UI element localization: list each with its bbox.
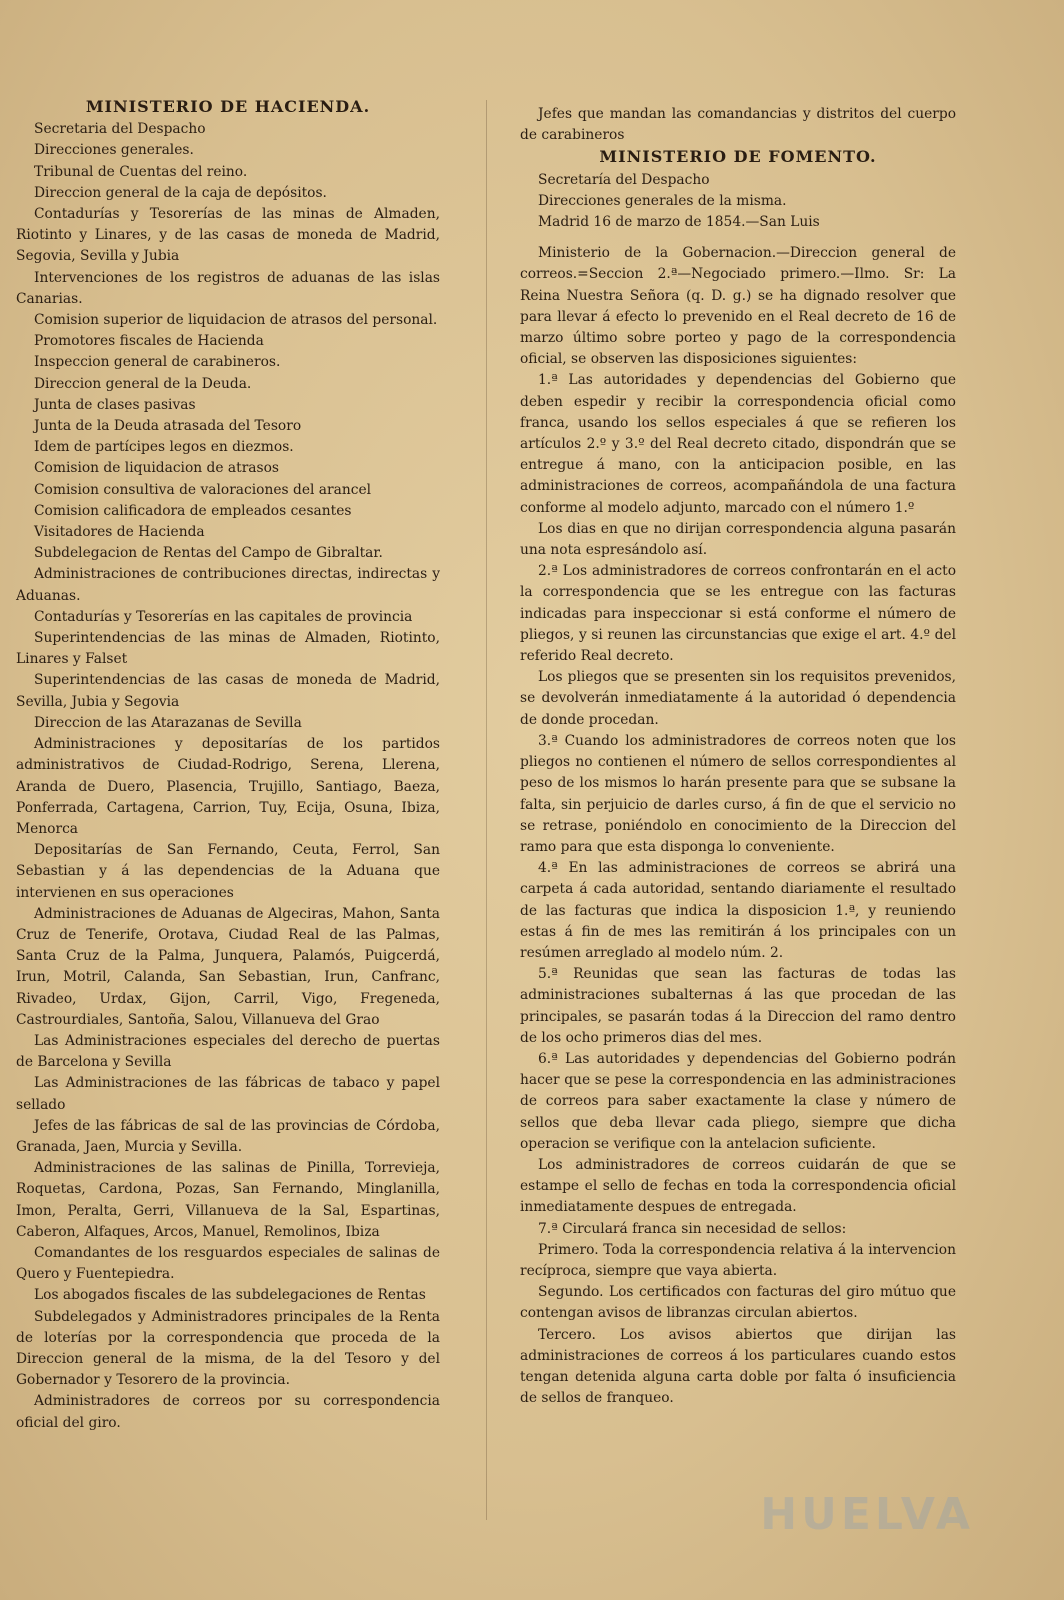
paragraph: Los dias en que no dirijan correspondencia alguna pasarán una nota espresándolo así. — [520, 520, 956, 559]
left-column — [16, 96, 440, 1434]
list-item: Contadurías y Tesorerías en las capitales de provincia — [34, 608, 413, 625]
hacienda-list — [16, 119, 440, 1434]
list-item: Direccion general de la caja de depósitos. — [34, 184, 327, 201]
heading-ministerio-hacienda: MINISTERIO DE HACIENDA. — [85, 97, 371, 116]
list-item: Comision consultiva de valoraciones del arancel — [34, 481, 372, 498]
heading-ministerio-fomento: MINISTERIO DE FOMENTO. — [599, 147, 877, 167]
list-item: Direccion general de la Deuda. — [34, 375, 252, 392]
paragraph: Segundo. Los certificados con facturas del giro mútuo que contengan avisos de libranzas circulan abiertos. — [520, 1284, 956, 1322]
right-column — [520, 104, 956, 1409]
circular-text — [520, 243, 956, 1409]
list-item: Junta de la Deuda atrasada del Tesoro — [34, 418, 302, 435]
paragraph: 1.ª Las autoridades y dependencias del Gobierno que deben espedir y recibir la correspondencia oficial como franca, usando los sellos especiales á que se refieren los artículos 2.º y 3.º del Real decreto citado, dispondrán que se entregue á mano, con la anticipacion posible, en las administraciones de correos, acompañándola de una factura conforme al modelo adjunto, marcado con el número 1.º — [520, 372, 956, 516]
list-item: Visitadores de Hacienda — [34, 524, 205, 541]
paragraph: Ministerio de la Gobernacion.—Direccion general de correos.=Seccion 2.ª—Negociado primero.—Ilmo. Sr: La Reina Nuestra Señora (q. D. g.) se ha dignado resolver que para llevar á efecto lo prevenido en el Real decreto de 16 de marzo último sobre porteo y pago de la correspondencia oficial, se observen las disposiciones siguientes: — [520, 245, 956, 368]
paragraph: 6.ª Las autoridades y dependencias del Gobierno podrán hacer que se pese la correspondencia en las administraciones de correos para saber exactamente la clase y número de sellos que deba llevar cada pliego, siempre que dicha operacion se verifique con la antelacion suficiente. — [520, 1050, 956, 1152]
paragraph: Los administradores de correos cuidarán de que se estampe el sello de fechas en toda la correspondencia oficial inmediatamente despues de entregada. — [520, 1156, 956, 1216]
column-divider — [486, 100, 487, 1520]
list-item: Junta de clases pasivas — [34, 396, 196, 413]
paragraph: 3.ª Cuando los administradores de correos noten que los pliegos no contienen el número de sellos correspondientes al peso de los mismos lo harán presente para que se subsane la falta, sin perjuicio de darles curso, á fin de que el servicio no se retrase, poniéndolo en conocimiento de la Direccion del ramo para que esta disponga lo conveniente. — [520, 732, 956, 855]
list-item: Intervenciones de los registros de aduanas de las islas Canarias. — [16, 269, 440, 307]
list-item: Comision calificadora de empleados cesantes — [34, 502, 352, 519]
list-item: Superintendencias de las minas de Almaden, Riotinto, Linares y Falset — [16, 630, 440, 668]
fomento-item: Secretaría del Despacho — [538, 171, 710, 188]
list-item: Los abogados fiscales de las subdelegaciones de Rentas — [34, 1287, 426, 1304]
list-item: Secretaria del Despacho — [34, 121, 206, 138]
carabineros-item: Jefes que mandan las comandancias y distritos del cuerpo de carabineros — [520, 106, 956, 144]
list-item: Superintendencias de las casas de moneda de Madrid, Sevilla, Jubia y Segovia — [16, 672, 440, 710]
paragraph: Los pliegos que se presenten sin los requisitos prevenidos, se devolverán inmediatamente á la autoridad ó dependencia de donde procedan. — [520, 669, 956, 728]
fomento-item: Direcciones generales de la misma. — [538, 192, 787, 209]
list-item: Tribunal de Cuentas del reino. — [34, 163, 248, 180]
list-item: Subdelegados y Administradores principales de la Renta de loterías por la correspondencia que proceda de la Direccion general de la misma, de la del Tesoro y del Gobernador y Tesorero de la provincia. — [16, 1308, 440, 1389]
list-item: Comision de liquidacion de atrasos — [34, 460, 279, 477]
list-item: Administraciones y depositarías de los partidos administrativos de Ciudad-Rodrigo, Serena, Llerena, Aranda de Duero, Plasencia, Trujillo, Santiago, Baeza, Ponferrada, Cartagena, Carrion, Tuy, Ecija, Osuna, Ibiza, Menorca — [16, 736, 440, 837]
list-item: Depositarías de San Fernando, Ceuta, Ferrol, San Sebastian y á las dependencias de la Aduana que intervienen en sus operaciones — [16, 842, 440, 901]
list-item: Comandantes de los resguardos especiales de salinas de Quero y Fuentepiedra. — [16, 1244, 440, 1283]
paragraph: 4.ª En las administraciones de correos se abrirá una carpeta á cada autoridad, sentando diariamente el resultado de las facturas que indica la disposicion 1.ª, y reuniendo estas á fin de mes las remitirán á los principales con un resúmen arreglado al modelo núm. 2. — [520, 860, 956, 961]
list-item: Idem de partícipes legos en diezmos. — [34, 439, 294, 456]
list-item: Jefes de las fábricas de sal de las provincias de Córdoba, Granada, Jaen, Murcia y Sevilla. — [16, 1117, 440, 1155]
date-signature: Madrid 16 de marzo de 1854.—San Luis — [538, 214, 820, 231]
list-item: Direccion de las Atarazanas de Sevilla — [34, 714, 302, 731]
paragraph: 7.ª Circulará franca sin necesidad de sellos: — [538, 1220, 847, 1237]
list-item: Administradores de correos por su correspondencia oficial del giro. — [16, 1393, 440, 1431]
list-item: Administraciones de contribuciones directas, indirectas y Aduanas. — [16, 566, 440, 604]
paragraph: Primero. Toda la correspondencia relativa á la intervencion recíproca, siempre que vaya abierta. — [520, 1241, 956, 1279]
list-item: Comision superior de liquidacion de atrasos del personal. — [34, 312, 438, 329]
list-item: Subdelegacion de Rentas del Campo de Gibraltar. — [34, 545, 383, 562]
paragraph: 2.ª Los administradores de correos confrontarán en el acto la correspondencia que se les entregue con las facturas indicadas para inspeccionar si está conforme el número de pliegos, y si reunen las circunstancias que exige el art. 4.º del referido Real decreto. — [520, 563, 956, 665]
list-item: Las Administraciones especiales del derecho de puertas de Barcelona y Sevilla — [16, 1032, 440, 1071]
list-item: Administraciones de las salinas de Pinilla, Torrevieja, Roquetas, Cardona, Pozas, San Fernando, Minglanilla, Imon, Peralta, Gerri, Villanueva de la Sal, Espartinas, Caberon, Alfaques, Arcos, Manuel, Remolinos, Ibiza — [16, 1160, 440, 1240]
archive-watermark: HUELVA — [760, 1489, 974, 1540]
list-item: Administraciones de Aduanas de Algeciras, Mahon, Santa Cruz de Tenerife, Orotava, Ciudad Real de las Palmas, Santa Cruz de la Palma, Junquera, Palamós, Puigcerdá, Irun, Motril, Calanda, San Sebastian, Irun, Canfranc, Rivadeo, Urdax, Gijon, Carril, Vigo, Fregeneda, Castrourdiales, Santoña, Salou, Villanueva del Grao — [16, 905, 440, 1028]
paragraph: Tercero. Los avisos abiertos que dirijan las administraciones de correos á los particulares cuando estos tengan detenida alguna carta doble por falta ó insuficiencia de sellos de franqueo. — [520, 1326, 956, 1407]
list-item: Las Administraciones de las fábricas de tabaco y papel sellado — [16, 1075, 440, 1113]
list-item: Direcciones generales. — [34, 142, 194, 159]
paragraph: 5.ª Reunidas que sean las facturas de todas las administraciones subalternas á las que procedan de las principales, se pasarán todas á la Direccion del ramo dentro de los ocho primeros dias del mes. — [520, 966, 956, 1046]
list-item: Promotores fiscales de Hacienda — [34, 333, 264, 350]
list-item: Inspeccion general de carabineros. — [34, 354, 281, 371]
list-item: Contadurías y Tesorerías de las minas de Almaden, Riotinto y Linares, y de las casas de moneda de Madrid, Segovia, Sevilla y Jubia — [16, 206, 440, 265]
